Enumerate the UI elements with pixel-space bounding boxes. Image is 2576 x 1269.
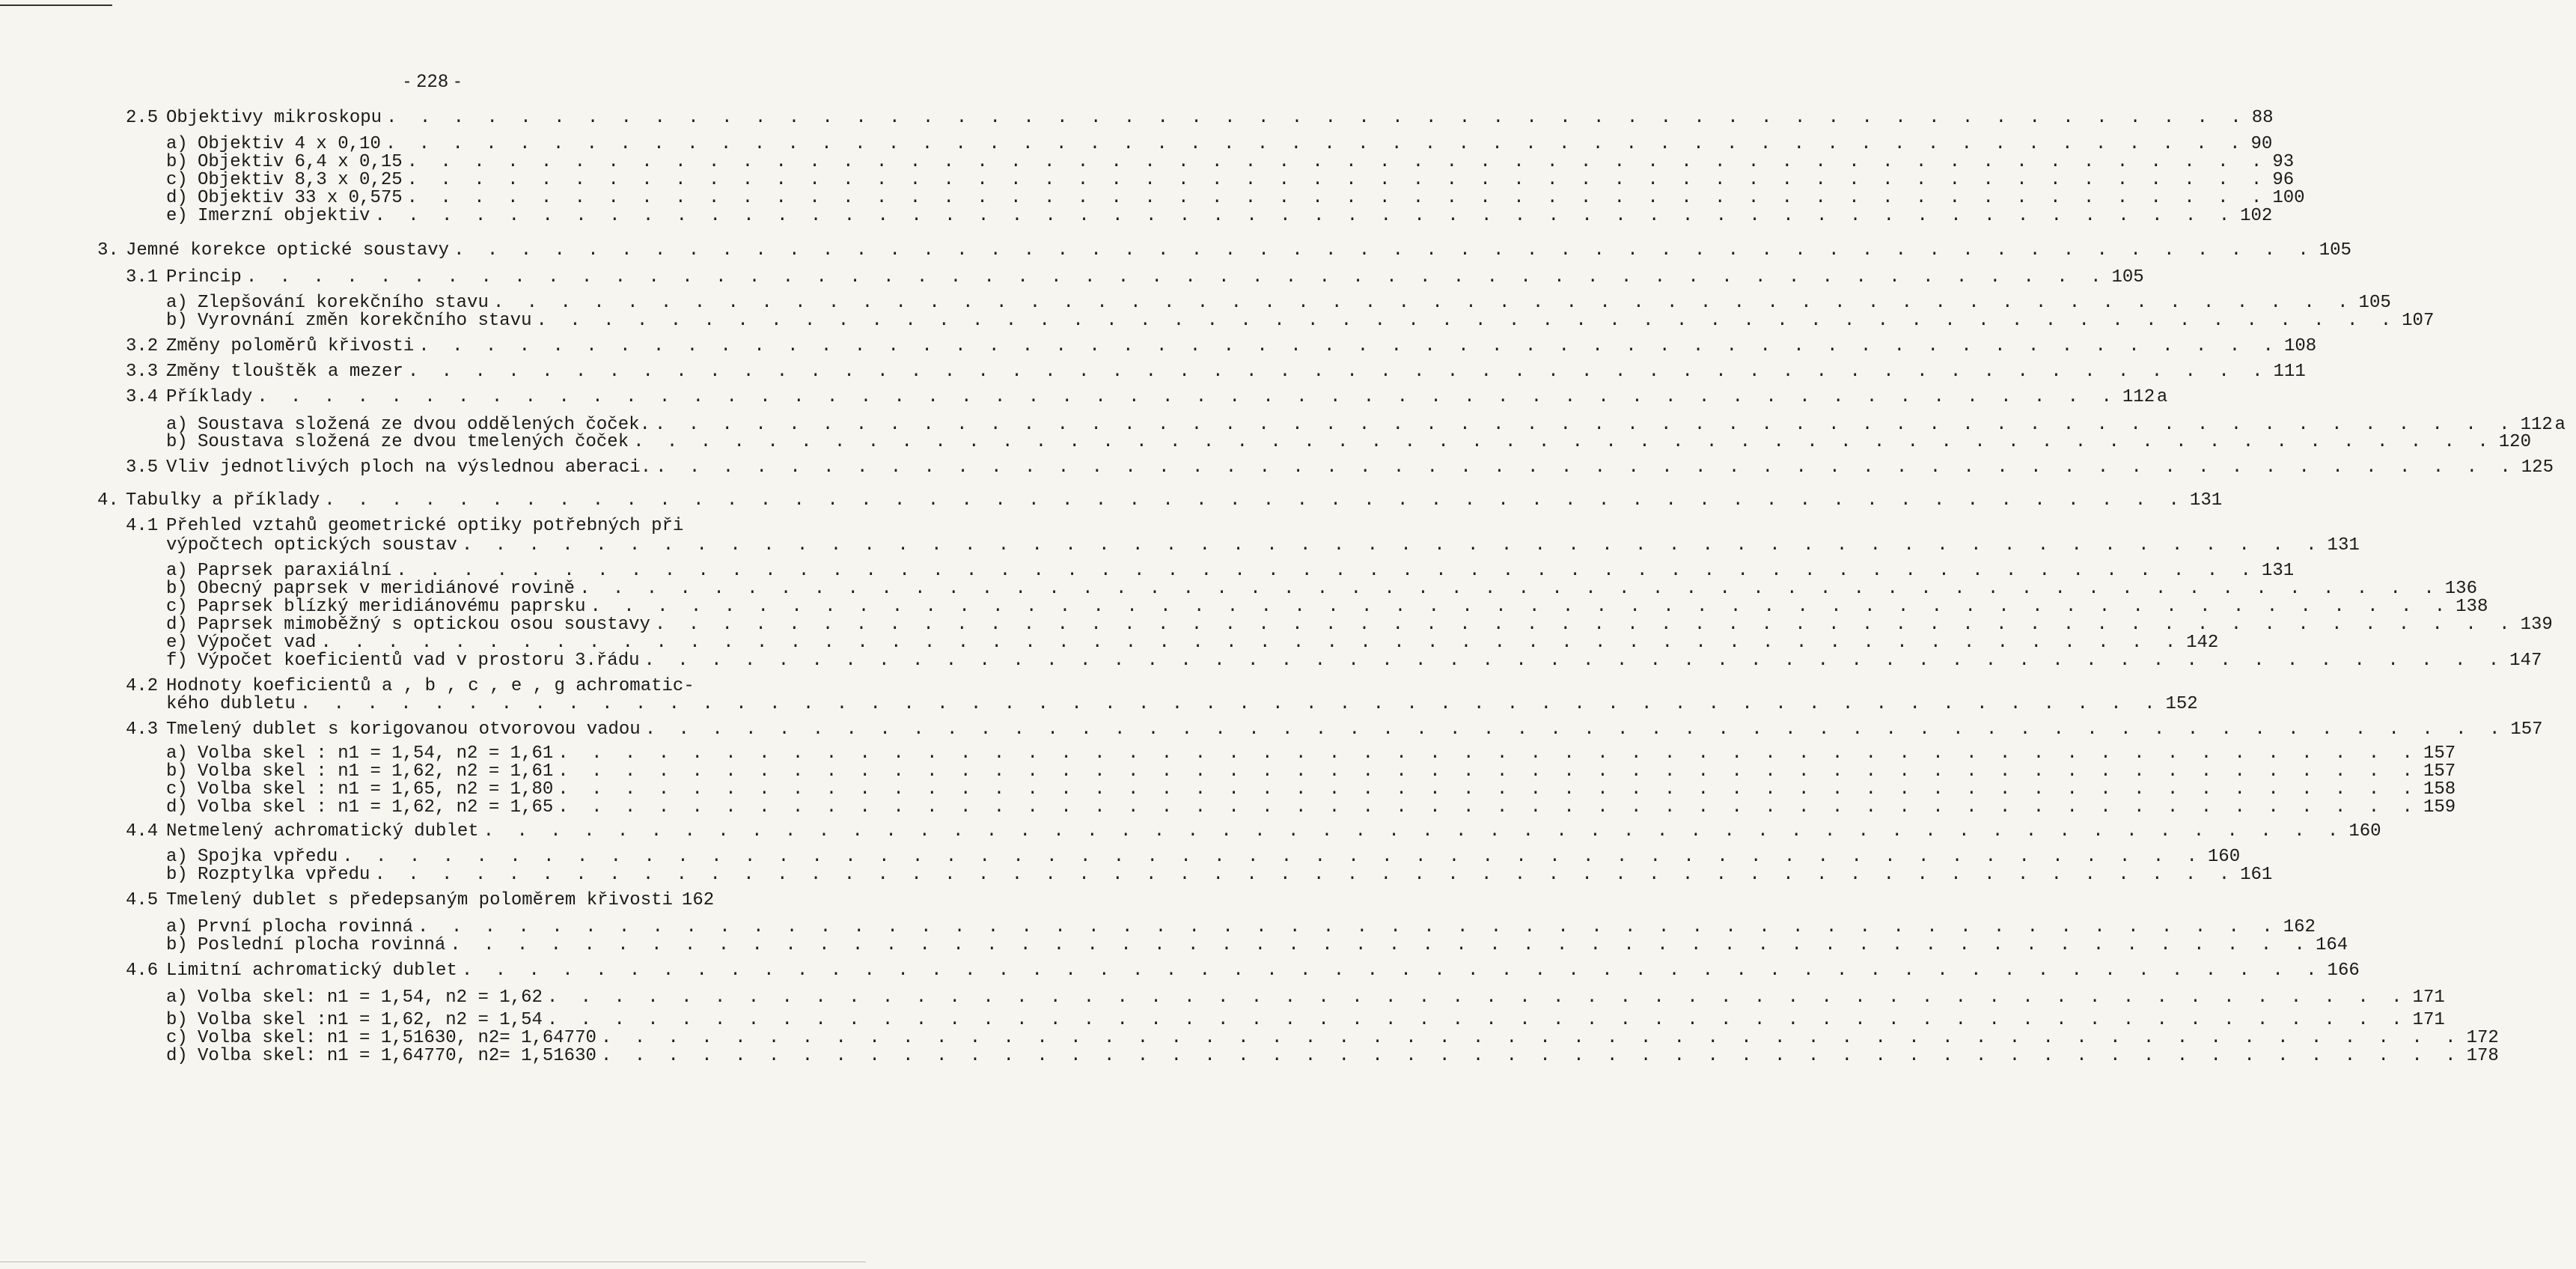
toc-entry-number: a) <box>166 293 188 313</box>
dot-leader: . . . . . . . . . . . . . . . . . . . . . . . . . . . . . . . . . . . . . . . . . . . . . . . . . . . . . . . . <box>579 579 2441 599</box>
toc-entry <box>166 206 2273 226</box>
toc-entry-title: Spojka vpředu <box>198 847 338 867</box>
toc-entry <box>97 240 2351 261</box>
dot-leader: . . . . . . . . . . . . . . . . . . . . . . . . . . . . . . . . . . . . . . . . . . . . . . . . . . . . . . . . <box>299 694 2161 714</box>
page-number: - 228 - <box>404 71 462 91</box>
dot-leader: . . . . . . . . . . . . . . . . . . . . . . . . . . . . . . . . . . . . . . . . . . . . . . . . . . . . . . . . <box>654 615 2516 635</box>
toc-entry-page: 131 <box>2261 561 2295 581</box>
toc-entry-page: 105 <box>2111 267 2144 287</box>
toc-entry-number: b) <box>166 432 188 452</box>
toc-entry-title: Objektiv 33 x 0,575 <box>198 188 403 208</box>
toc-entry-number: 4.4 <box>126 821 159 842</box>
toc-entry-title: Tmelený dublet s korigovanou otvorovou vadou <box>166 719 641 740</box>
dot-leader: . . . . . . . . . . . . . . . . . . . . . . . . . . . . . . . . . . . . . . . . . . . . . . . . . . . . . . . . <box>324 490 2185 511</box>
toc-entry <box>126 535 2360 556</box>
toc-entry-page: 142 <box>2186 633 2219 653</box>
toc-entry-number: f) <box>166 651 188 671</box>
toc-entry-number: a) <box>166 415 188 435</box>
toc-entry <box>126 336 2317 356</box>
toc-entry-number: c) <box>166 170 188 190</box>
toc-entry-page: 90 <box>2250 134 2273 154</box>
dot-leader: . . . . . . . . . . . . . . . . . . . . . . . . . . . . . . . . . . . . . . . . . . . . . . . . . . . . . . . . <box>342 847 2203 867</box>
toc-entry-title: Poslední plocha rovinná <box>198 935 446 955</box>
toc-entry-title: Volba skel: n1 = 1,51630, n2= 1,64770 <box>198 1028 596 1048</box>
toc-entry-number: d) <box>166 1046 188 1066</box>
toc-entry-title: Změny tlouštěk a mezer <box>166 362 403 382</box>
toc-entry-title: Obecný paprsek v meridiánové rovině <box>198 579 576 599</box>
dot-leader: . . . . . . . . . . . . . . . . . . . . . . . . . . . . . . . . . . . . . . . . . . . . . . . . . . . . . . . . <box>558 743 2419 764</box>
toc-entry <box>126 362 2306 382</box>
toc-entry <box>126 457 2554 478</box>
toc-entry-page: 162 <box>2283 917 2316 937</box>
toc-entry-number: a) <box>166 743 188 764</box>
toc-entry-title: Paprsek mimoběžný s optickou osou soustavy <box>198 615 650 635</box>
toc-entry-title: Objektiv 8,3 x 0,25 <box>198 170 403 190</box>
toc-entry-title: Zlepšování korekčního stavu <box>198 293 489 313</box>
toc-entry-page: 158 <box>2423 779 2456 800</box>
dot-leader: . . . . . . . . . . . . . . . . . . . . . . . . . . . . . . . . . . . . . . . . . . . . . . . . . . . . . . . . <box>600 1046 2462 1066</box>
toc-entry <box>166 311 2435 331</box>
toc-entry-page: 131 <box>2327 535 2360 556</box>
toc-entry-number: a) <box>166 561 188 581</box>
dot-leader: . . . . . . . . . . . . . . . . . . . . . . . . . . . . . . . . . . . . . . . . . . . . . . . . . . . . . . . . <box>461 961 2323 981</box>
toc-entry-number: a) <box>166 847 188 867</box>
toc-entry-page: 102 <box>2240 206 2273 226</box>
dot-leader: . . . . . . . . . . . . . . . . . . . . . . . . . . . . . . . . . . . . . . . . . . . . . . . . . . . . . . . . <box>406 152 2268 172</box>
toc-entry <box>126 821 2381 842</box>
toc-entry-page: 147 <box>2509 651 2542 671</box>
toc-entry-page: 171 <box>2412 1010 2445 1030</box>
dot-leader: . . . . . . . . . . . . . . . . . . . . . . . . . . . . . . . . . . . . . . . . . . . . . . . . . . . . . . . . <box>396 561 2257 581</box>
toc-entry-title: Výpočet vad <box>198 633 317 653</box>
toc-entry-page: 161 <box>2240 865 2273 885</box>
toc-entry-number: d) <box>166 188 188 208</box>
toc-entry-number: b) <box>166 311 188 331</box>
toc-entry-title: Objektiv 6,4 x 0,15 <box>198 152 403 172</box>
toc-entry-number: 3. <box>97 240 119 261</box>
toc-entry-number: 4.2 <box>126 676 159 696</box>
toc-entry-number: 4.3 <box>126 719 159 740</box>
toc-entry <box>166 432 2531 452</box>
dot-leader: . . . . . . . . . . . . . . . . . . . . . . . . . . . . . . . . . . . . . . . . . . . . . . . . . . . . . . . . <box>418 917 2279 937</box>
toc-entry-page: 138 <box>2456 597 2488 617</box>
toc-entry-page: 160 <box>2207 847 2241 867</box>
dot-leader: . . . . . . . . . . . . . . . . . . . . . . . . . . . . . . . . . . . . . . . . . . . . . . . . . . . . . . . . <box>546 987 2408 1008</box>
toc-entry-number: d) <box>166 797 188 818</box>
toc-entry-number: 4.1 <box>126 516 159 536</box>
toc-entry-page: 159 <box>2423 797 2456 818</box>
toc-entry-title: Objektiv 4 x 0,10 <box>198 134 381 154</box>
toc-entry <box>126 267 2144 287</box>
toc-entry-title: Rozptylka vpředu <box>198 865 370 885</box>
toc-entry-number: 3.4 <box>126 387 159 407</box>
toc-entry <box>126 517 718 536</box>
toc-entry-title: Změny poloměrů křivosti <box>166 336 415 356</box>
toc-entry-number: e) <box>166 206 188 226</box>
dot-leader: . . . . . . . . . . . . . . . . . . . . . . . . . . . . . . . . . . . . . . . . . . . . . . . . . . . . . . . . <box>483 821 2345 842</box>
toc-entry-title: Výpočet koeficientů vad v prostoru 3.řádu <box>198 651 640 671</box>
toc-entry-title: Vyrovnání změn korekčního stavu <box>198 311 532 331</box>
toc-entry-page: 112 <box>2520 415 2553 435</box>
toc-entry-title: Objektivy mikroskopu <box>166 108 382 128</box>
toc-entry-page-suffix: a <box>2156 387 2168 407</box>
toc-entry-title: Netmelený achromatický dublet <box>166 821 479 842</box>
toc-entry-title: Přehled vztahů geometrické optiky potřebných při <box>166 516 684 536</box>
toc-entry-title: Hodnoty koeficientů a , b , c , e , g achromatic- <box>166 676 695 696</box>
toc-entry-number: b) <box>166 935 188 955</box>
dot-leader: . . . . . . . . . . . . . . . . . . . . . . . . . . . . . . . . . . . . . . . . . . . . . . . . . . . . . . . . <box>656 457 2517 478</box>
toc-entry-page: 139 <box>2520 615 2553 635</box>
dot-leader: . . . . . . . . . . . . . . . . . . . . . . . . . . . . . . . . . . . . . . . . . . . . . . . . . . . . . . . . <box>418 336 2280 356</box>
toc-entry-number: c) <box>166 1028 188 1048</box>
toc-entry-page: 157 <box>2423 743 2456 764</box>
toc-entry-title: Příklady <box>166 387 253 407</box>
dot-leader: . . . . . . . . . . . . . . . . . . . . . . . . . . . . . . . . . . . . . . . . . . . . . . . . . . . . . . . . <box>386 108 2247 128</box>
scan-edge-line <box>0 4 112 6</box>
toc-entry-number: 3.3 <box>126 362 159 382</box>
toc-entry-page: 108 <box>2283 336 2317 356</box>
toc-entry-page: 125 <box>2521 457 2554 478</box>
toc-entry-page: 178 <box>2466 1046 2499 1066</box>
toc-entry-page: 88 <box>2251 108 2274 128</box>
toc-entry-page: 160 <box>2348 821 2381 842</box>
toc-entry-number: 3.2 <box>126 336 159 356</box>
dot-leader: . . . . . . . . . . . . . . . . . . . . . . . . . . . . . . . . . . . . . . . . . . . . . . . . . . . . . . . . <box>454 240 2315 261</box>
toc-entry-number: b) <box>166 579 188 599</box>
dot-leader: . . . . . . . . . . . . . . . . . . . . . . . . . . . . . . . . . . . . . . . . . . . . . . . . . . . . . . . . <box>546 1010 2408 1030</box>
toc-entry <box>166 797 2456 818</box>
toc-entry-title: výpočtech optických soustav <box>166 535 457 556</box>
toc-entry-page: 96 <box>2272 170 2295 190</box>
toc-entry-title: Volba skel: n1 = 1,64770, n2= 1,51630 <box>198 1046 596 1066</box>
dot-leader: . . . . . . . . . . . . . . . . . . . . . . . . . . . . . . . . . . . . . . . . . . . . . . . . . . . . . . . . <box>633 432 2494 452</box>
toc-entry-page: 100 <box>2272 188 2305 208</box>
toc-entry-title: První plocha rovinná <box>198 917 414 937</box>
toc-entry-title: Volba skel : n1 = 1,62, n2 = 1,65 <box>198 797 554 818</box>
toc-entry <box>126 891 718 910</box>
toc-entry-page: 120 <box>2498 432 2531 452</box>
toc-entry-page: 157 <box>2510 719 2543 740</box>
toc-entry-title: kého dubletu <box>166 694 296 714</box>
toc-entry <box>97 490 2223 511</box>
toc-entry-page: 157 <box>2423 761 2456 782</box>
toc-entry-title: Volba skel :n1 = 1,62, n2 = 1,54 <box>198 1010 543 1030</box>
toc-entry-number: 4.6 <box>126 961 159 981</box>
toc-entry-number: 3.1 <box>126 267 159 287</box>
dot-leader: . . . . . . . . . . . . . . . . . . . . . . . . . . . . . . . . . . . . . . . . . . . . . . . . . . . . . . . . <box>644 651 2506 671</box>
toc-entry-page: 112 <box>2122 387 2155 407</box>
toc-entry-page: 164 <box>2315 935 2348 955</box>
toc-entry-number: 3.5 <box>126 457 159 478</box>
toc-entry-title: Vliv jednotlivých ploch na výslednou aberaci. <box>166 457 652 478</box>
toc-entry <box>166 865 2273 885</box>
toc-entry-number: a) <box>166 134 188 154</box>
toc-entry-number: c) <box>166 779 188 800</box>
toc-entry-title: Volba skel : n1 = 1,65, n2 = 1,80 <box>198 779 554 800</box>
toc-entry-title: Volba skel: n1 = 1,54, n2 = 1,62 <box>198 987 543 1008</box>
toc-entry-title: Paprsek blízký meridiánovému paprsku <box>198 597 586 617</box>
toc-entry <box>166 1046 2499 1066</box>
dot-leader: . . . . . . . . . . . . . . . . . . . . . . . . . . . . . . . . . . . . . . . . . . . . . . . . . . . . . . . . <box>600 1028 2462 1048</box>
dot-leader: . . . . . . . . . . . . . . . . . . . . . . . . . . . . . . . . . . . . . . . . . . . . . . . . . . . . . . . . <box>374 865 2236 885</box>
toc-entry-title: Paprsek paraxiální <box>198 561 392 581</box>
toc-entry-number: b) <box>166 1010 188 1030</box>
dot-leader: . . . . . . . . . . . . . . . . . . . . . . . . . . . . . . . . . . . . . . . . . . . . . . . . . . . . . . . . <box>406 188 2268 208</box>
dot-leader: . . . . . . . . . . . . . . . . . . . . . . . . . . . . . . . . . . . . . . . . . . . . . . . . . . . . . . . . <box>406 170 2268 190</box>
toc-entry-title: Tabulky a příklady <box>126 490 320 511</box>
toc-entry-title: Limitní achromatický dublet <box>166 961 457 981</box>
dot-leader: . . . . . . . . . . . . . . . . . . . . . . . . . . . . . . . . . . . . . . . . . . . . . . . . . . . . . . . . <box>654 415 2516 435</box>
toc-entry-page: 171 <box>2412 987 2445 1008</box>
toc-entry <box>126 719 2543 740</box>
toc-entry-title: Imerzní objektiv <box>198 206 370 226</box>
dot-leader: . . . . . . . . . . . . . . . . . . . . . . . . . . . . . . . . . . . . . . . . . . . . . . . . . . . . . . . . <box>536 311 2398 331</box>
dot-leader: . . . . . . . . . . . . . . . . . . . . . . . . . . . . . . . . . . . . . . . . . . . . . . . . . . . . . . . . <box>320 633 2182 653</box>
toc-entry-page: 162 <box>681 890 715 910</box>
toc-entry-title: Jemné korekce optické soustavy <box>126 240 450 261</box>
toc-entry-number: 4. <box>97 490 119 511</box>
toc-entry-page: 93 <box>2272 152 2295 172</box>
dot-leader: . . . . . . . . . . . . . . . . . . . . . . . . . . . . . . . . . . . . . . . . . . . . . . . . . . . . . . . . <box>558 761 2419 782</box>
toc-entry-number: 4.5 <box>126 890 159 910</box>
toc-entry-page: 152 <box>2165 694 2198 714</box>
toc-entry-page: 136 <box>2444 579 2477 599</box>
dot-leader: . . . . . . . . . . . . . . . . . . . . . . . . . . . . . . . . . . . . . . . . . . . . . . . . . . . . . . . . <box>245 267 2108 287</box>
toc-entry-title: Princip <box>166 267 242 287</box>
dot-leader: . . . . . . . . . . . . . . . . . . . . . . . . . . . . . . . . . . . . . . . . . . . . . . . . . . . . . . . . <box>558 779 2419 800</box>
dot-leader: . . . . . . . . . . . . . . . . . . . . . . . . . . . . . . . . . . . . . . . . . . . . . . . . . . . . . . . . <box>590 597 2452 617</box>
toc-entry-number: a) <box>166 917 188 937</box>
toc-entry <box>126 108 2274 128</box>
dot-leader: . . . . . . . . . . . . . . . . . . . . . . . . . . . . . . . . . . . . . . . . . . . . . . . . . . . . . . . . <box>374 206 2236 226</box>
dot-leader: . . . . . . . . . . . . . . . . . . . . . . . . . . . . . . . . . . . . . . . . . . . . . . . . . . . . . . . . <box>407 362 2269 382</box>
toc-entry-number: d) <box>166 615 188 635</box>
toc-entry-page: 172 <box>2466 1028 2499 1048</box>
toc-entry-title: Soustava složená ze dvou tmelených čoček <box>198 432 629 452</box>
dot-leader: . . . . . . . . . . . . . . . . . . . . . . . . . . . . . . . . . . . . . . . . . . . . . . . . . . . . . . . . <box>461 535 2323 556</box>
toc-entry-number: b) <box>166 761 188 782</box>
toc-entry <box>126 387 2168 407</box>
toc-entry-number: 2.5 <box>126 108 159 128</box>
toc-entry-page-suffix: a <box>2554 415 2566 435</box>
toc-entry-number: b) <box>166 152 188 172</box>
toc-entry-page: 105 <box>2358 293 2391 313</box>
toc-entry <box>126 694 2198 714</box>
dot-leader: . . . . . . . . . . . . . . . . . . . . . . . . . . . . . . . . . . . . . . . . . . . . . . . . . . . . . . . . <box>385 134 2247 154</box>
dot-leader: . . . . . . . . . . . . . . . . . . . . . . . . . . . . . . . . . . . . . . . . . . . . . . . . . . . . . . . . <box>558 797 2419 818</box>
toc-entry-page: 107 <box>2402 311 2435 331</box>
toc-entry-number: e) <box>166 633 188 653</box>
toc-entry <box>126 961 2360 981</box>
toc-entry <box>166 987 2445 1008</box>
toc-entry-number: b) <box>166 865 188 885</box>
toc-entry <box>166 651 2542 671</box>
toc-entry <box>166 935 2348 955</box>
toc-entry-page: 131 <box>2189 490 2223 511</box>
toc-entry-title: Volba skel : n1 = 1,54, n2 = 1,61 <box>198 743 554 764</box>
dot-leader: . . . . . . . . . . . . . . . . . . . . . . . . . . . . . . . . . . . . . . . . . . . . . . . . . . . . . . . . <box>257 387 2118 407</box>
dot-leader: . . . . . . . . . . . . . . . . . . . . . . . . . . . . . . . . . . . . . . . . . . . . . . . . . . . . . . . . <box>450 935 2311 955</box>
dot-leader: . . . . . . . . . . . . . . . . . . . . . . . . . . . . . . . . . . . . . . . . . . . . . . . . . . . . . . . . <box>492 293 2354 313</box>
toc-entry-number: c) <box>166 597 188 617</box>
dot-leader: . . . . . . . . . . . . . . . . . . . . . . . . . . . . . . . . . . . . . . . . . . . . . . . . . . . . . . . . <box>644 719 2506 740</box>
toc-entry-page: 105 <box>2319 240 2351 261</box>
toc-entry-title: Volba skel : n1 = 1,62, n2 = 1,61 <box>198 761 554 782</box>
toc-entry-title: Soustava složená ze dvou oddělených čoček. <box>198 415 650 435</box>
toc-entry-number: a) <box>166 987 188 1008</box>
toc-entry-page: 111 <box>2273 362 2306 382</box>
toc-entry-page: 166 <box>2327 961 2360 981</box>
toc-entry-title: Tmelený dublet s předepsaným poloměrem křivosti <box>166 890 673 910</box>
